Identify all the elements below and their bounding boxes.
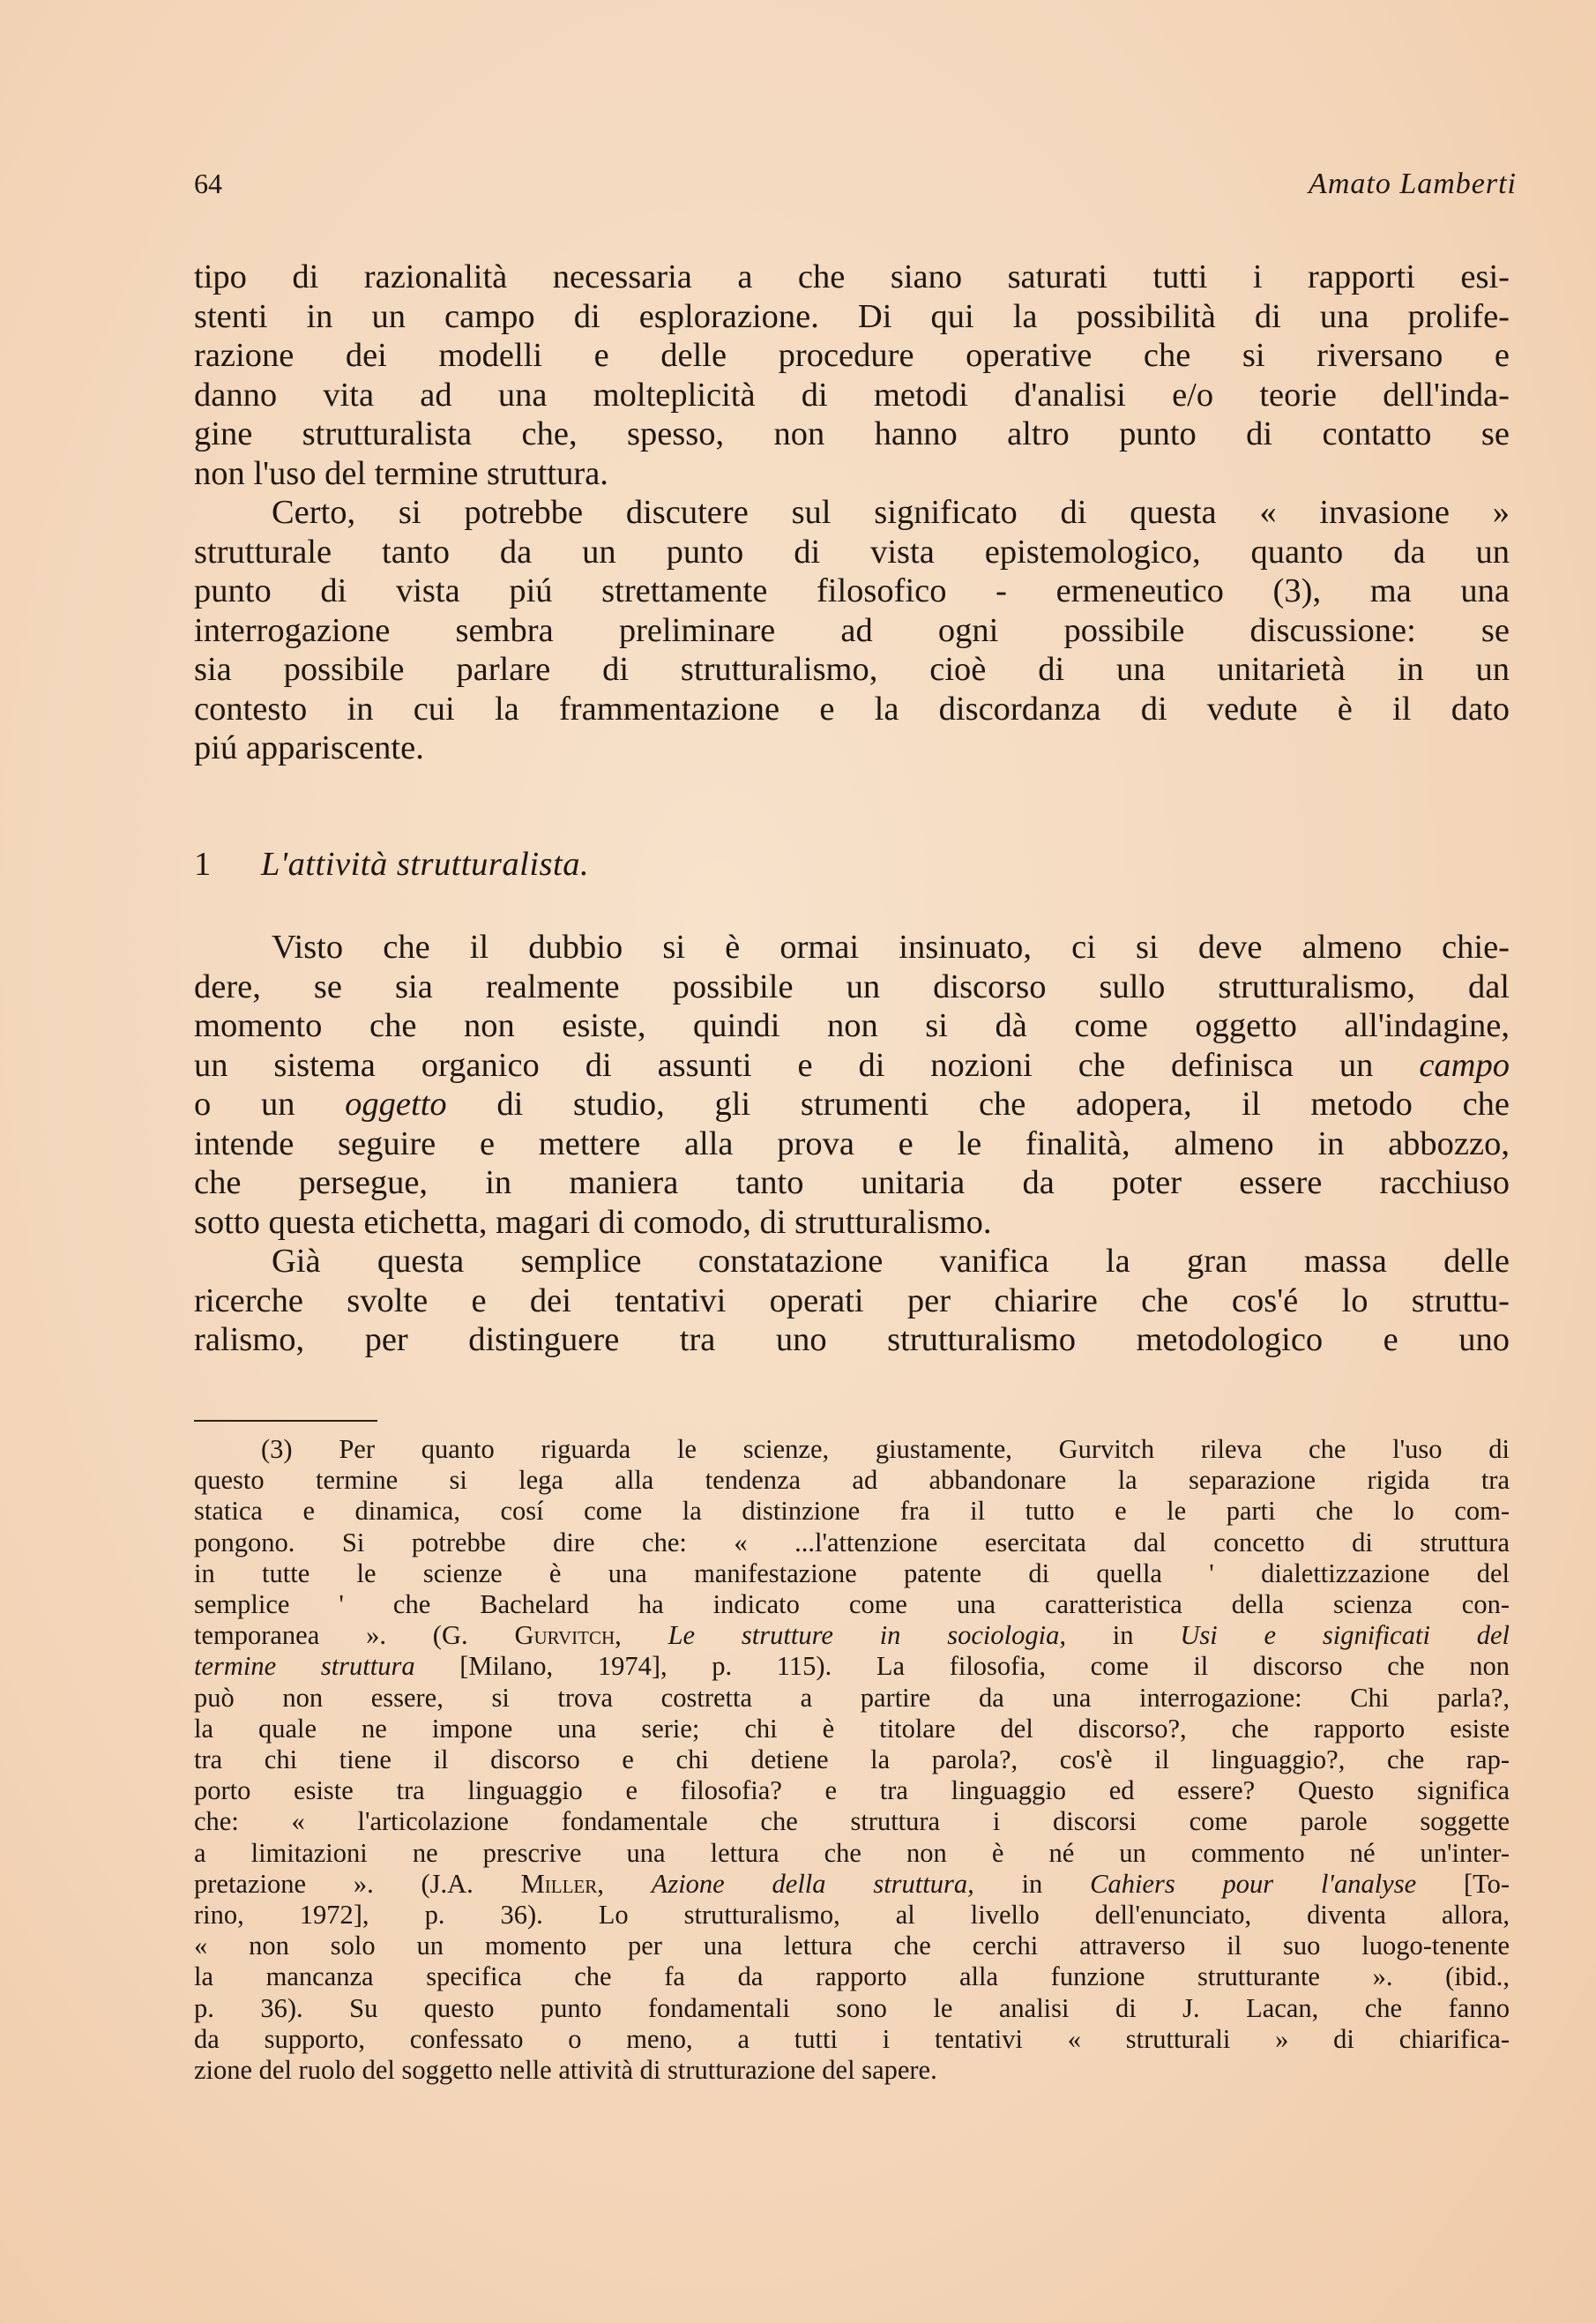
- footnote: [194, 1434, 1510, 2086]
- text-line: strutturale tanto da un punto di vista epistemologico, quanto da un: [194, 533, 1510, 571]
- text-line: sia possibile parlare di strutturalismo, cioè di una unitarietà in un: [194, 651, 1510, 688]
- footnote-line: pongono. Si potrebbe dire che: « ...l'attenzione esercitata dal concetto di struttura: [194, 1527, 1510, 1557]
- text-line: Certo, si potrebbe discutere sul significato di questa « invasione »: [272, 494, 1510, 531]
- running-title: Amato Lamberti: [1309, 168, 1517, 200]
- footnote-line: la mancanza specifica che fa da rapporto alla funzione strutturante ». (ibid.,: [194, 1961, 1510, 1992]
- footnote-line: a limitazioni ne prescrive una lettura che non è né un commento né un'inter-: [194, 1837, 1510, 1868]
- text-line: danno vita ad una molteplicità di metodi d'analisi e/o teorie dell'inda-: [194, 376, 1510, 414]
- text-line: non l'uso del termine struttura.: [194, 454, 608, 492]
- footnote-line: in tutte le scienze è una manifestazione patente di quella ' dialettizzazione del: [194, 1557, 1510, 1588]
- footnote-line: da supporto, confessato o meno, a tutti i tentativi « strutturali » di chiarifica-: [194, 2023, 1510, 2054]
- text-line: gine strutturalista che, spesso, non hanno altro punto di contatto se: [194, 415, 1510, 452]
- text-line: tipo di razionalità necessaria a che siano saturati tutti i rapporti esi-: [194, 258, 1510, 295]
- footnote-line: p. 36). Su questo punto fondamentali sono le analisi di J. Lacan, che fanno: [194, 1992, 1510, 2023]
- page-number: 64: [194, 168, 222, 199]
- footnote-line: tra chi tiene il discorso e chi detiene la parola?, cos'è il linguaggio?, che rap-: [194, 1744, 1510, 1775]
- footnote-line: pretazione ». (J.A. Miller, Azione della struttura, in Cahiers pour l'analyse [To-: [194, 1868, 1510, 1899]
- running-head: [194, 168, 1517, 212]
- text-line: un sistema organico di assunti e di nozioni che definisca un campo: [194, 1046, 1510, 1084]
- footnote-line: può non essere, si trova costretta a partire da una interrogazione: Chi parla?,: [194, 1682, 1510, 1713]
- footnote-line: rino, 1972], p. 36). Lo strutturalismo, al livello dell'enunciato, diventa allora,: [194, 1900, 1510, 1931]
- footnote-line: che: « l'articolazione fondamentale che struttura i discorsi come parole soggette: [194, 1806, 1510, 1837]
- text-line: Già questa semplice constatazione vanifica la gran massa delle: [272, 1243, 1510, 1280]
- footnote-line: porto esiste tra linguaggio e filosofia? e tra linguaggio ed essere? Questo significa: [194, 1775, 1510, 1806]
- body-text-bottom: [194, 928, 1510, 1360]
- footnote-line: questo termine si lega alla tendenza ad abbandonare la separazione rigida tra: [194, 1465, 1510, 1496]
- text-line: intende seguire e mettere alla prova e le finalità, almeno in abbozzo,: [194, 1124, 1510, 1162]
- footnote-line: (3) Per quanto riguarda le scienze, giustamente, Gurvitch rileva che l'uso di: [261, 1434, 1510, 1464]
- footnote-line: semplice ' che Bachelard ha indicato come una caratteristica della scienza con-: [194, 1589, 1510, 1620]
- footnote-line: « non solo un momento per una lettura che cerchi attraverso il suo luogo-tenente: [194, 1931, 1510, 1961]
- text-line: ralismo, per distinguere tra uno strutturalismo metodologico e uno: [194, 1321, 1510, 1358]
- text-line: sotto questa etichetta, magari di comodo, di strutturalismo.: [194, 1203, 992, 1241]
- footnote-line: temporanea ». (G. Gurvitch, Le strutture in sociologia, in Usi e significati del: [194, 1620, 1510, 1651]
- body-text-top: [194, 258, 1510, 768]
- text-line: piú appariscente.: [194, 729, 424, 766]
- section-heading: [194, 845, 589, 884]
- footnote-line: statica e dinamica, cosí come la distinzione fra il tutto e le parti che lo com-: [194, 1496, 1510, 1527]
- text-line: punto di vista piú strettamente filosofico - ermeneutico (3), ma una: [194, 572, 1510, 609]
- text-line: che persegue, in maniera tanto unitaria da poter essere racchiuso: [194, 1164, 1510, 1201]
- text-line: ricerche svolte e dei tentativi operati per chiarire che cos'é lo struttu-: [194, 1281, 1510, 1319]
- text-line: interrogazione sembra preliminare ad ogni possibile discussione: se: [194, 611, 1510, 649]
- footnote-line: la quale ne impone una serie; chi è titolare del discorso?, che rapporto esiste: [194, 1713, 1510, 1744]
- footnote-line: termine struttura [Milano, 1974], p. 115). La filosofia, come il discorso che non: [194, 1651, 1510, 1682]
- text-line: razione dei modelli e delle procedure operative che si riversano e: [194, 337, 1510, 374]
- text-line: o un oggetto di studio, gli strumenti che adopera, il metodo che: [194, 1086, 1510, 1123]
- footnote-line: zione del ruolo del soggetto nelle attività di strutturazione del sapere.: [194, 2055, 937, 2086]
- section-number: 1: [194, 846, 212, 883]
- footnote-divider: [194, 1420, 377, 1422]
- text-line: momento che non esiste, quindi non si dà come oggetto all'indagine,: [194, 1007, 1510, 1044]
- text-line: Visto che il dubbio si è ormai insinuato, ci si deve almeno chie-: [272, 929, 1510, 966]
- text-line: contesto in cui la frammentazione e la discordanza di vedute è il dato: [194, 690, 1510, 728]
- text-line: dere, se sia realmente possibile un discorso sullo strutturalismo, dal: [194, 967, 1510, 1005]
- section-title: L'attività strutturalista.: [261, 846, 590, 883]
- text-line: stenti in un campo di esplorazione. Di qui la possibilità di una prolife-: [194, 297, 1510, 335]
